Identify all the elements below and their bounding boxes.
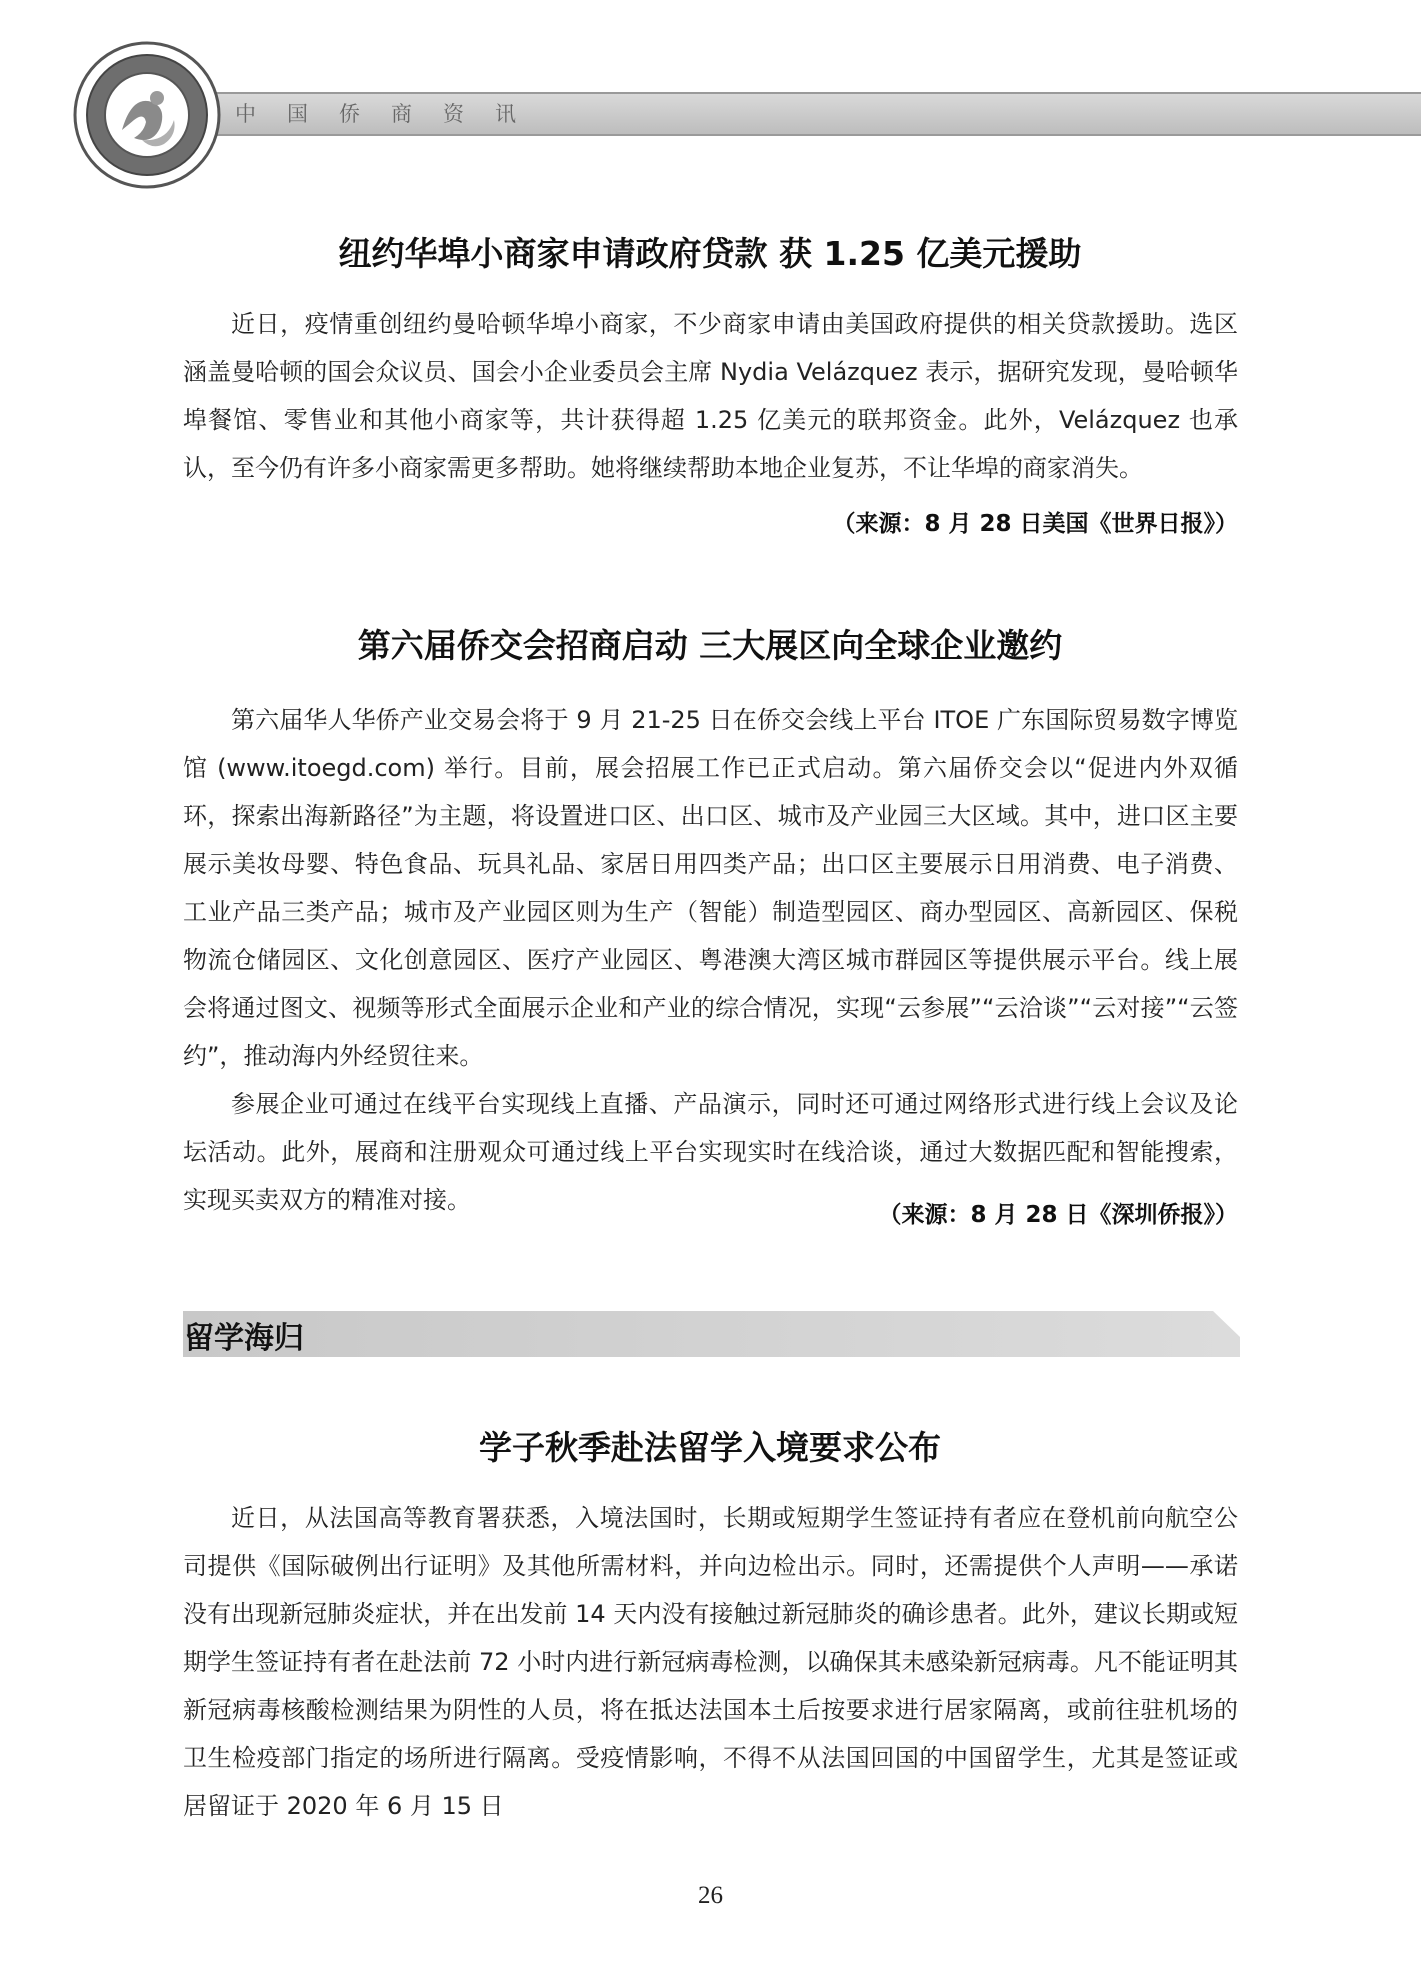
- article-headline: 第六届侨交会招商启动 三大展区向全球企业邀约: [357, 626, 1063, 665]
- article-source: （来源：8 月 28 日美国《世界日报》）: [832, 511, 1238, 537]
- article-paragraph: 参展企业可通过在线平台实现线上直播、产品演示，同时还可通过网络形式进行线上会议及论坛活动。此外，展商和注册观众可通过线上平台实现实时在线洽谈，通过大数据匹配和智能搜索，实现买卖双方的精准对接。: [183, 1090, 1238, 1214]
- article-paragraph: 近日，从法国高等教育署获悉，入境法国时，长期或短期学生签证持有者应在登机前向航空公司提供《国际破例出行证明》及其他所需材料，并向边检出示。同时，还需提供个人声明——承诺没有出现新冠肺炎症状，并在出发前 14 天内没有接触过新冠肺炎的确诊患者。此外，建议长期或短期学生签证持有者在赴法前 72 小时内进行新冠病毒检测，以确保其未感染新冠病毒。凡不能证明其新冠病毒核酸检测结果为阴性的人员，将在抵达法国本土后按要求进行居家隔离，或前往驻机场的卫生检疫部门指定的场所进行隔离。受疫情影响，不得不从法国回国的中国留学生，尤其是签证或居留证于 2020 年 6 月 15 日: [183, 1504, 1238, 1820]
- page-number: 26: [698, 1882, 723, 1909]
- section-bar: [183, 1311, 1240, 1357]
- article-paragraph: 近日，疫情重创纽约曼哈顿华埠小商家，不少商家申请由美国政府提供的相关贷款援助。选区涵盖曼哈顿的国会众议员、国会小企业委员会主席 Nydia Velázquez 表示，据研究发现，曼哈顿华埠餐馆、零售业和其他小商家等，共计获得超 1.25 亿美元的联邦资金。此外，Velázquez 也承认，至今仍有许多小商家需更多帮助。她将继续帮助本地企业复苏，不让华埠的商家消失。: [183, 310, 1238, 482]
- article-body: [183, 1494, 1238, 1830]
- article-source: （来源：8 月 28 日《深圳侨报》）: [878, 1202, 1238, 1228]
- article-headline: 纽约华埠小商家申请政府贷款 获 1.25 亿美元援助: [338, 234, 1082, 273]
- section-label: 留学海归: [184, 1321, 304, 1356]
- article-headline: 学子秋季赴法留学入境要求公布: [479, 1428, 941, 1467]
- article-body: [183, 696, 1238, 1224]
- article-paragraph: 第六届华人华侨产业交易会将于 9 月 21-25 日在侨交会线上平台 ITOE 广东国际贸易数字博览馆 (www.itoegd.com) 举行。目前，展会招展工作已正式启动。第六届侨交会以“促进内外双循环，探索出海新路径”为主题，将设置进口区、出口区、城市及产业园三大区域。其中，进口区主要展示美妆母婴、特色食品、玩具礼品、家居日用四类产品；出口区主要展示日用消费、电子消费、工业产品三类产品；城市及产业园区则为生产（智能）制造型园区、商办型园区、高新园区、保税物流仓储园区、文化创意园区、医疗产业园区、粤港澳大湾区城市群园区等提供展示平台。线上展会将通过图文、视频等形式全面展示企业和产业的综合情况，实现“云参展”“云洽谈”“云对接”“云签约”，推动海内外经贸往来。: [183, 706, 1238, 1070]
- publication-title: 中国侨商资讯: [235, 102, 547, 126]
- article-body: [183, 300, 1238, 492]
- federation-logo: [72, 40, 222, 190]
